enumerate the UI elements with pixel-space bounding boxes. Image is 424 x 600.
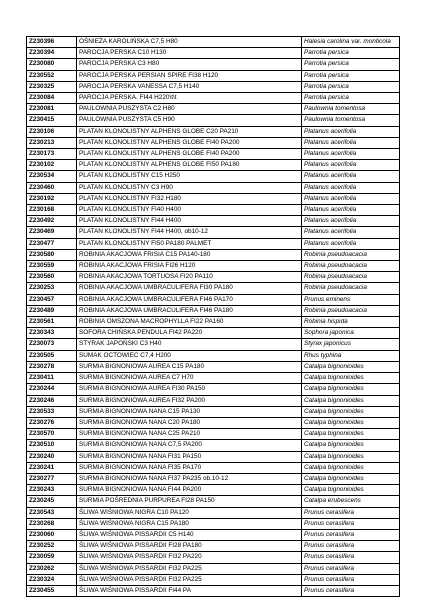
table-row [27,93,400,104]
product-name-cell: ROBINIA AKACJOWA FRISIA FI26 H120 [77,261,302,272]
product-code-cell: Z230243 [27,485,77,496]
latin-name-cell: Catalpa bignonioides [302,429,400,440]
latin-name-cell: Catalpa bignonioides [302,395,400,406]
latin-name-cell: Parrotia persica [302,81,400,92]
product-code-cell: Z230252 [27,541,77,552]
table-row [27,585,400,596]
product-code-cell: Z230492 [27,216,77,227]
product-name-cell: ŚLIWA WIŚNIOWA NIGRA C15 PA180 [77,518,302,529]
product-name-cell: SURMIA BIGNONIOWA NANA C25 PA210 [77,429,302,440]
product-code-cell: Z230560 [27,272,77,283]
table-row [27,137,400,148]
latin-name-cell: Platanus acerifolia [302,216,400,227]
table-row [27,395,400,406]
table-row [27,216,400,227]
latin-name-cell: Robinia hispida [302,317,400,328]
table-row [27,294,400,305]
product-code-cell: Z230489 [27,305,77,316]
product-name-cell: ROBINIA AKACJOWA FRISIA C15 PA140-180 [77,249,302,260]
product-code-cell: Z230081 [27,104,77,115]
table-row [27,59,400,70]
product-name-cell: ŚLIWA WIŚNIOWA PISSARDII FI44 PA [77,585,302,596]
product-name-cell: PAROCJA PERSKA PERSIAN SPIRE FI38 H120 [77,70,302,81]
product-name-cell: ŚLIWA WIŚNIOWA NIGRA C10 PA120 [77,507,302,518]
table-row [27,70,400,81]
latin-name-cell: Platanus acerifolia [302,227,400,238]
product-name-cell: SURMIA BIGNONIOWA NANA C15 PA130 [77,406,302,417]
table-row [27,305,400,316]
table-row [27,462,400,473]
table-row [27,361,400,372]
latin-name-cell: Prunus cerasifera [302,574,400,585]
product-code-cell: Z230173 [27,149,77,160]
latin-name-cell: Halesia carolina var. monticola [302,37,400,48]
product-code-cell: Z230460 [27,182,77,193]
product-code-cell: Z230213 [27,137,77,148]
product-name-cell: ŚLIWA WIŚNIOWA PISSARDII C5 H140 [77,529,302,540]
product-name-cell: PLATAN KLONOLISTNY FI40 H400 [77,205,302,216]
product-name-cell: PLATAN KLONOLISTNY FI44 H400 [77,216,302,227]
table-row [27,249,400,260]
product-code-cell: Z230277 [27,473,77,484]
product-code-cell: Z230455 [27,585,77,596]
product-name-cell: ROBINIA OMSZONA MACROPHYLLA FI22 PA160 [77,317,302,328]
product-code-cell: Z230469 [27,227,77,238]
product-code-cell: Z230262 [27,563,77,574]
latin-name-cell: Catalpa erubescens [302,496,400,507]
product-name-cell: PLATAN KLONOLISTNY ALPHENS GLOBE FI50 PA180 [77,160,302,171]
product-name-cell: SOFORA CHIŃSKA PENDULA FI42 PA220 [77,328,302,339]
table-row [27,328,400,339]
product-code-cell: Z230411 [27,373,77,384]
latin-name-cell: Catalpa bignonioides [302,361,400,372]
table-row [27,507,400,518]
product-name-cell: SURMIA BIGNONIOWA AUREA FI32 PA200 [77,395,302,406]
product-name-cell: ŚLIWA WIŚNIOWA PISSARDII FI28 PA180 [77,541,302,552]
product-code-cell: Z230394 [27,48,77,59]
product-name-cell: PLATAN KLONOLISTNY ALPHENS GLOBE FI40 PA200 [77,137,302,148]
latin-name-cell: Catalpa bignonioides [302,485,400,496]
product-name-cell: ŚLIWA WIŚNIOWA PISSARDII FI32 PA220 [77,552,302,563]
latin-name-cell: Prunus cerasifera [302,585,400,596]
product-name-cell: SURMIA POŚREDNIA PURPUREA FI28 PA150 [77,496,302,507]
product-name-cell: SURMIA BIGNONIOWA AUREA C15 PA180 [77,361,302,372]
product-code-cell: Z230073 [27,339,77,350]
product-code-cell: Z230106 [27,126,77,137]
latin-name-cell: Parrotia persica [302,59,400,70]
table-row [27,182,400,193]
table-row [27,518,400,529]
latin-name-cell: Robinia pseudoacacia [302,305,400,316]
product-name-cell: OŚNIEŻA KAROLIŃSKA C7,5 H80 [77,37,302,48]
plant-price-table [26,36,400,597]
product-code-cell: Z230552 [27,70,77,81]
product-code-cell: Z230244 [27,384,77,395]
product-code-cell: Z230325 [27,81,77,92]
table-row [27,272,400,283]
latin-name-cell: Catalpa bignonioides [302,440,400,451]
product-code-cell: Z230059 [27,552,77,563]
product-code-cell: Z230510 [27,440,77,451]
latin-name-cell: Robinia pseudoacacia [302,261,400,272]
table-row [27,473,400,484]
product-code-cell: Z230168 [27,205,77,216]
latin-name-cell: Robinia pseudoacacia [302,272,400,283]
product-code-cell: Z230561 [27,317,77,328]
product-name-cell: SURMIA BIGNONIOWA NANA FI37 PA235 ob.10-12 [77,473,302,484]
table-row [27,384,400,395]
product-code-cell: Z230080 [27,59,77,70]
product-name-cell: PAULOWNIA PUSZYSTA C5 H90 [77,115,302,126]
latin-name-cell: Prunus cerasifera [302,552,400,563]
product-code-cell: Z230559 [27,261,77,272]
table-row [27,574,400,585]
product-code-cell: Z230268 [27,518,77,529]
table-row [27,81,400,92]
document-page [26,36,400,597]
latin-name-cell: Parrotia persica [302,48,400,59]
product-name-cell: PLATAN KLONOLISTNY FI44 H400, ob10-12 [77,227,302,238]
table-row [27,126,400,137]
table-row [27,227,400,238]
table-row [27,104,400,115]
product-name-cell: PLATAN KLONOLISTNY C15 H250 [77,171,302,182]
product-name-cell: SURMIA BIGNONIOWA NANA FI35 PA170 [77,462,302,473]
product-name-cell: SURMIA BIGNONIOWA NANA FI44 PA200 [77,485,302,496]
table-row [27,429,400,440]
plant-table-body [27,37,400,597]
product-code-cell: Z230343 [27,328,77,339]
table-row [27,339,400,350]
product-name-cell: ROBINIA AKACJOWA UMBRACULIFERA FI30 PA180 [77,283,302,294]
product-name-cell: SURMIA BIGNONIOWA NANA FI31 PA150 [77,451,302,462]
table-row [27,529,400,540]
product-name-cell: PAROCJA PERSKA. FI44 H220\t\t [77,93,302,104]
table-row [27,149,400,160]
product-code-cell: Z230477 [27,238,77,249]
table-row [27,496,400,507]
table-row [27,406,400,417]
latin-name-cell: Catalpa bignonioides [302,462,400,473]
product-name-cell: ROBINIA AKACJOWA UMBRACULIFERA FI46 PA170 [77,294,302,305]
latin-name-cell: Platanus acerifolia [302,238,400,249]
product-code-cell: Z230543 [27,507,77,518]
table-row [27,552,400,563]
latin-name-cell: Paulownia tomentosa [302,115,400,126]
table-row [27,317,400,328]
product-code-cell: Z230457 [27,294,77,305]
product-code-cell: Z230084 [27,93,77,104]
product-name-cell: SURMIA BIGNONIOWA NANA C20 PA180 [77,417,302,428]
table-row [27,373,400,384]
latin-name-cell: Parrotia persica [302,70,400,81]
latin-name-cell: Catalpa bignonioides [302,373,400,384]
product-code-cell: Z230570 [27,429,77,440]
table-row [27,160,400,171]
product-code-cell: Z230240 [27,451,77,462]
product-name-cell: ROBINIA AKACJOWA TORTUOSA FI20 PA110 [77,272,302,283]
table-row [27,283,400,294]
product-name-cell: SURMIA BIGNONIOWA NANA C7,5 PA200 [77,440,302,451]
latin-name-cell: Prunus cerasifera [302,563,400,574]
latin-name-cell: Styrax japonicus [302,339,400,350]
latin-name-cell: Prunus cerasifera [302,518,400,529]
product-name-cell: PLATAN KLONOLISTNY C3 H90 [77,182,302,193]
product-name-cell: PAULOWNIA PUSZYSTA C2 H80 [77,104,302,115]
table-row [27,205,400,216]
product-code-cell: Z230060 [27,529,77,540]
product-name-cell: PLATAN KLONOLISTNY ALPHENS GLOBE FI40 PA200 [77,149,302,160]
latin-name-cell: Parrotia persica [302,93,400,104]
latin-name-cell: Robinia pseudoacacia [302,283,400,294]
product-name-cell: SURMIA BIGNONIOWA AUREA FI30 PA150 [77,384,302,395]
product-code-cell: Z230324 [27,574,77,585]
latin-name-cell: Prunus cerasifera [302,507,400,518]
product-name-cell: PLATAN KLONOLISTNY FI32 H180 [77,193,302,204]
product-code-cell: Z230246 [27,395,77,406]
table-row [27,417,400,428]
latin-name-cell: Catalpa bignonioides [302,406,400,417]
latin-name-cell: Catalpa bignonioides [302,473,400,484]
latin-name-cell: Catalpa bignonioides [302,384,400,395]
latin-name-cell: Platanus acerifolia [302,160,400,171]
latin-name-cell: Paulownia tomentosa [302,104,400,115]
table-row [27,37,400,48]
product-code-cell: Z230505 [27,350,77,361]
table-row [27,541,400,552]
product-name-cell: STYRAK JAPOŃSKI C3 H40 [77,339,302,350]
product-code-cell: Z230396 [27,37,77,48]
latin-name-cell: Prunus cerasifera [302,541,400,552]
table-row [27,115,400,126]
product-code-cell: Z230534 [27,171,77,182]
latin-name-cell: Catalpa bignonioides [302,451,400,462]
product-code-cell: Z230580 [27,249,77,260]
latin-name-cell: Platanus acerifolia [302,182,400,193]
product-name-cell: PAROCJA PERSKA C3 H80 [77,59,302,70]
latin-name-cell: Platanus acerifolia [302,126,400,137]
latin-name-cell: Robinia pseudoacacia [302,249,400,260]
product-code-cell: Z230278 [27,361,77,372]
latin-name-cell: Platanus acerifolia [302,149,400,160]
latin-name-cell: Platanus acerifolia [302,137,400,148]
latin-name-cell: Prunus eminens [302,294,400,305]
latin-name-cell: Catalpa bignonioides [302,417,400,428]
latin-name-cell: Platanus acerifolia [302,205,400,216]
product-name-cell: SURMIA BIGNONIOWA AUREA C7 H70 [77,373,302,384]
product-code-cell: Z230192 [27,193,77,204]
latin-name-cell: Sophora japonica [302,328,400,339]
product-code-cell: Z230253 [27,283,77,294]
product-code-cell: Z230245 [27,496,77,507]
latin-name-cell: Platanus acerifolia [302,193,400,204]
product-name-cell: SUMAK OCTOWIEC C7,4 H200 [77,350,302,361]
product-code-cell: Z230533 [27,406,77,417]
product-name-cell: ŚLIWA WIŚNIOWA PISSARDII FI32 PA225 [77,563,302,574]
table-row [27,193,400,204]
product-code-cell: Z230276 [27,417,77,428]
product-name-cell: PLATAN KLONOLISTNY ALPHENS GLOBE C20 PA210 [77,126,302,137]
product-code-cell: Z230415 [27,115,77,126]
table-row [27,440,400,451]
product-name-cell: ROBINIA AKACJOWA UMBRACULIFERA FI46 PA180 [77,305,302,316]
product-name-cell: ŚLIWA WIŚNIOWA PISSARDII FI32 PA225 [77,574,302,585]
table-row [27,238,400,249]
latin-name-cell: Platanus acerifolia [302,171,400,182]
product-name-cell: PAROCJA PERSKA VANESSA C7,5 H140 [77,81,302,92]
table-row [27,485,400,496]
product-name-cell: PLATAN KLONOLISTNY FI50 PA180 PALMET [77,238,302,249]
table-row [27,171,400,182]
latin-name-cell: Rhus typhina [302,350,400,361]
table-row [27,48,400,59]
product-code-cell: Z230102 [27,160,77,171]
table-row [27,563,400,574]
latin-name-cell: Prunus cerasifera [302,529,400,540]
product-name-cell: PAROCJA PERSKA C10 H130 [77,48,302,59]
table-row [27,261,400,272]
table-row [27,350,400,361]
product-code-cell: Z230241 [27,462,77,473]
table-row [27,451,400,462]
